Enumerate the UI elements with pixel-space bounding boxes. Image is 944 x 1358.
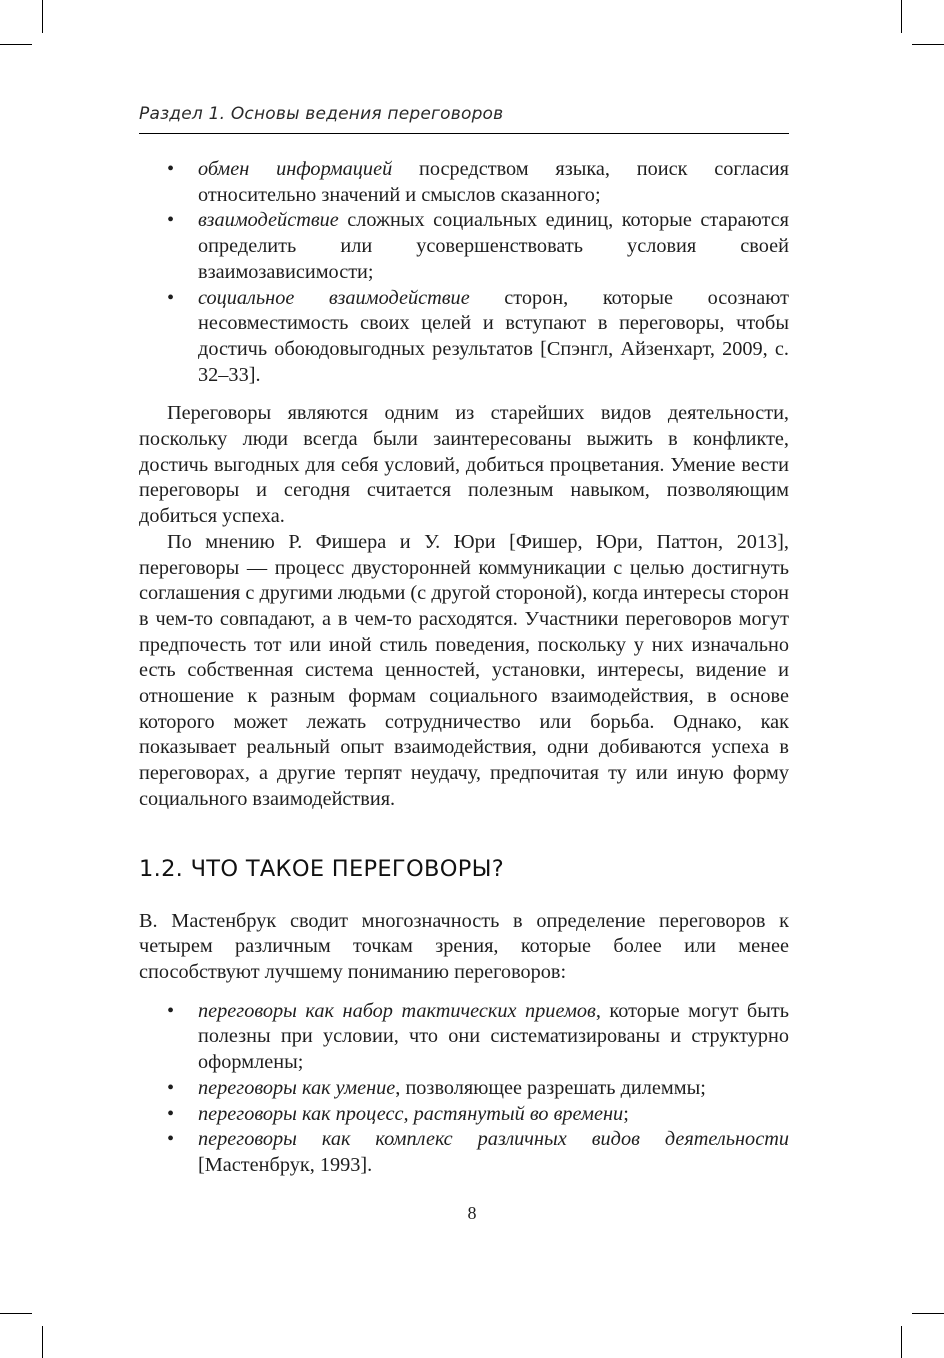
list-item: • переговоры как набор тактических приемов, которые могут быть полезны при условии, что они систематизированы и структурно оформлены; (167, 999, 789, 1074)
bullet-icon: • (167, 1102, 175, 1125)
crop-mark-top-left-h (0, 44, 32, 45)
list-item: • социальное взаимодействие сторон, которые осознают несовместимость своих целей и вступают в переговоры, чтобы достичь обоюдовыгодных результатов [Спэнгл, Айзенхарт, 2009, с. 32–33]. (167, 286, 790, 386)
bullet-icon: • (167, 286, 175, 309)
crop-mark-bottom-left-h (0, 1313, 32, 1314)
header-rule (139, 133, 789, 134)
bullet-list-viewpoints (139, 999, 789, 1179)
bullet-icon: • (167, 1128, 175, 1151)
list-item: • обмен информацией посредством языка, поиск согласия относительно значений и смыслов сказанного; (167, 158, 789, 206)
running-head: Раздел 1. Основы ведения переговоров (139, 104, 504, 124)
bullet-icon: • (167, 1076, 175, 1099)
list-item: • взаимодействие сложных социальных единиц, которые стараются определить или усовершенствовать условия своей взаимозависимости; (167, 209, 789, 283)
bullet-list-definitions (139, 157, 789, 388)
crop-mark-top-left (42, 0, 43, 33)
paragraph: Переговоры являются одним из старейших видов деятельности, поскольку люди всегда были заинтересованы выжить в конфликте, достичь выгодных для себя условий, добиться процветания. Умение вести переговоры и сегодня считается полезным навыком, позволяющим добиться успеха. (139, 402, 789, 528)
page-number: 8 (467, 1203, 477, 1223)
paragraph: По мнению Р. Фишера и У. Юри [Фишер, Юри, Паттон, 2013], переговоры — процесс двусторонней коммуникации с целью достигнуть соглашения с другими людьми (с другой стороной), когда интересы сторон в чем-то совпадают, а в чем-то расходятся. Участники переговоров могут предпочесть тот или иной стиль поведения, поскольку у них изначально есть собственная система ценностей, установки, интересы, видение и отношение к разным формам социального взаимодействия, в основе которого может лежать сотрудничество или борьба. Однако, как показывает реальный опыт взаимодействия, одни добиваются успеха в переговорах, а другие терпят неудачу, предпочитая ту или иную форму социального взаимодействия. (139, 530, 789, 810)
list-item: • переговоры как комплекс различных видов деятельности [Мастенбрук, 1993]. (167, 1128, 789, 1176)
paragraph: В. Мастенбрук сводит многозначность в определение переговоров к четырем различным точкам зрения, которые более или менее способствуют лучшему пониманию переговоров: (139, 909, 789, 983)
list-item: • переговоры как умение, позволяющее разрешать дилеммы; (139, 1076, 789, 1102)
page-body (139, 157, 789, 1179)
section-heading: 1.2. ЧТО ТАКОЕ ПЕРЕГОВОРЫ? (139, 855, 504, 882)
crop-mark-top-right-h (912, 44, 944, 45)
crop-mark-bottom-left (42, 1326, 43, 1358)
crop-mark-bottom-right (901, 1326, 902, 1358)
bullet-icon: • (167, 158, 175, 180)
bullet-icon: • (167, 999, 175, 1022)
crop-mark-top-right (901, 0, 902, 33)
crop-mark-bottom-right-h (912, 1313, 944, 1314)
list-item: • переговоры как процесс, растянутый во времени; (139, 1102, 789, 1128)
bullet-icon: • (167, 209, 175, 232)
